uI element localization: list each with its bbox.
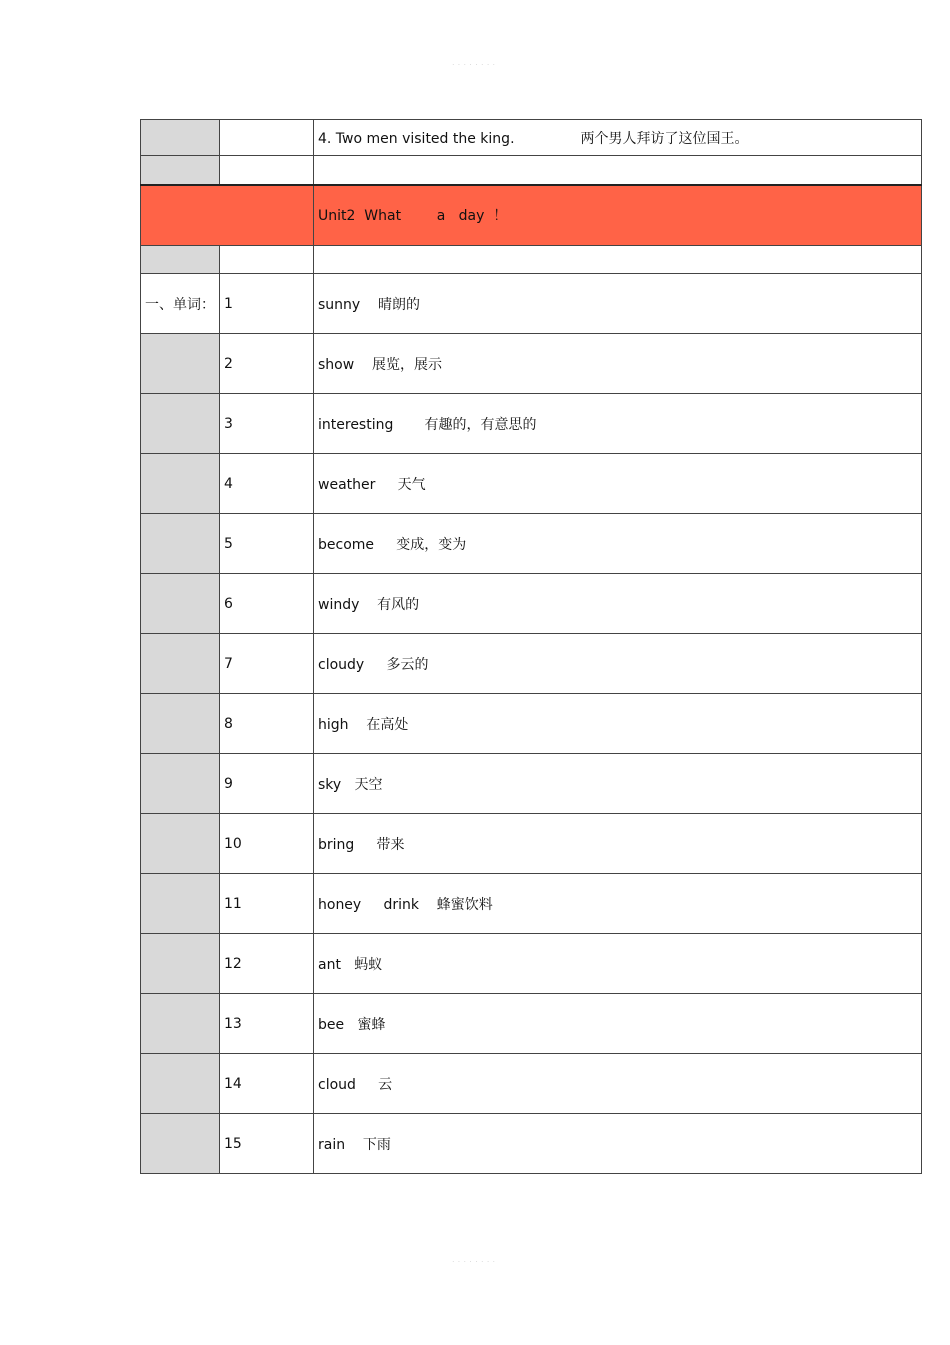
word-entry: bee 蜜蜂 [314,994,922,1054]
word-number: 10 [220,814,314,874]
grey-cell [141,514,220,574]
blank-row [141,156,922,185]
blank-row [141,246,922,274]
unit-title: Unit2 What a day ！ [314,185,922,246]
page-mark-bottom: · · · · · · · · [452,1259,496,1266]
word-row [141,694,922,754]
word-number: 7 [220,634,314,694]
word-row [141,454,922,514]
word-row [141,1114,922,1174]
grey-cell [141,814,220,874]
grey-cell [141,394,220,454]
word-row [141,814,922,874]
word-number: 14 [220,1054,314,1114]
word-row [141,514,922,574]
word-row [141,334,922,394]
word-entry: bring 带来 [314,814,922,874]
grey-cell [141,694,220,754]
word-entry: become 变成，变为 [314,514,922,574]
grey-cell [141,246,220,274]
grey-cell [141,874,220,934]
word-entry: cloud 云 [314,1054,922,1114]
word-number: 4 [220,454,314,514]
word-number: 5 [220,514,314,574]
word-number: 9 [220,754,314,814]
word-number: 8 [220,694,314,754]
grey-cell [141,120,220,156]
word-row [141,1054,922,1114]
word-row [141,634,922,694]
word-entry: weather 天气 [314,454,922,514]
empty-cell [220,246,314,274]
word-number: 13 [220,994,314,1054]
grey-cell [141,334,220,394]
empty-cell [220,156,314,185]
unit-header-row [141,185,922,246]
page-mark-top: · · · · · · · · [452,62,496,69]
word-entry: honey drink 蜂蜜饮料 [314,874,922,934]
empty-cell [314,246,922,274]
grey-cell [141,454,220,514]
grey-cell [141,574,220,634]
word-number: 6 [220,574,314,634]
word-row [141,934,922,994]
word-entry: cloudy 多云的 [314,634,922,694]
word-entry: sunny 晴朗的 [314,274,922,334]
grey-cell [141,934,220,994]
word-entry: high 在高处 [314,694,922,754]
word-entry: ant 蚂蚁 [314,934,922,994]
sentence-cell [314,120,922,156]
word-number: 1 [220,274,314,334]
section-label: 一、单词： [141,274,220,334]
vocabulary-table [140,119,922,1174]
word-entry: sky 天空 [314,754,922,814]
word-number: 2 [220,334,314,394]
word-entry: show 展览，展示 [314,334,922,394]
word-number: 11 [220,874,314,934]
word-row [141,754,922,814]
sentence-row [141,120,922,156]
sentence-translation: 两个男人拜访了这位国王。 [580,130,749,147]
word-number: 3 [220,394,314,454]
word-number: 12 [220,934,314,994]
word-row [141,574,922,634]
word-row [141,274,922,334]
grey-cell [141,754,220,814]
word-entry: interesting 有趣的，有意思的 [314,394,922,454]
word-number: 15 [220,1114,314,1174]
grey-cell [141,634,220,694]
sentence-text: 4. Two men visited the king. [318,130,515,147]
word-entry: rain 下雨 [314,1114,922,1174]
empty-cell [220,120,314,156]
grey-cell [141,156,220,185]
word-row [141,994,922,1054]
word-entry: windy 有风的 [314,574,922,634]
grey-cell [141,1114,220,1174]
grey-cell [141,1054,220,1114]
unit-header-blank [141,185,314,246]
word-row [141,874,922,934]
grey-cell [141,994,220,1054]
empty-cell [314,156,922,185]
word-row [141,394,922,454]
